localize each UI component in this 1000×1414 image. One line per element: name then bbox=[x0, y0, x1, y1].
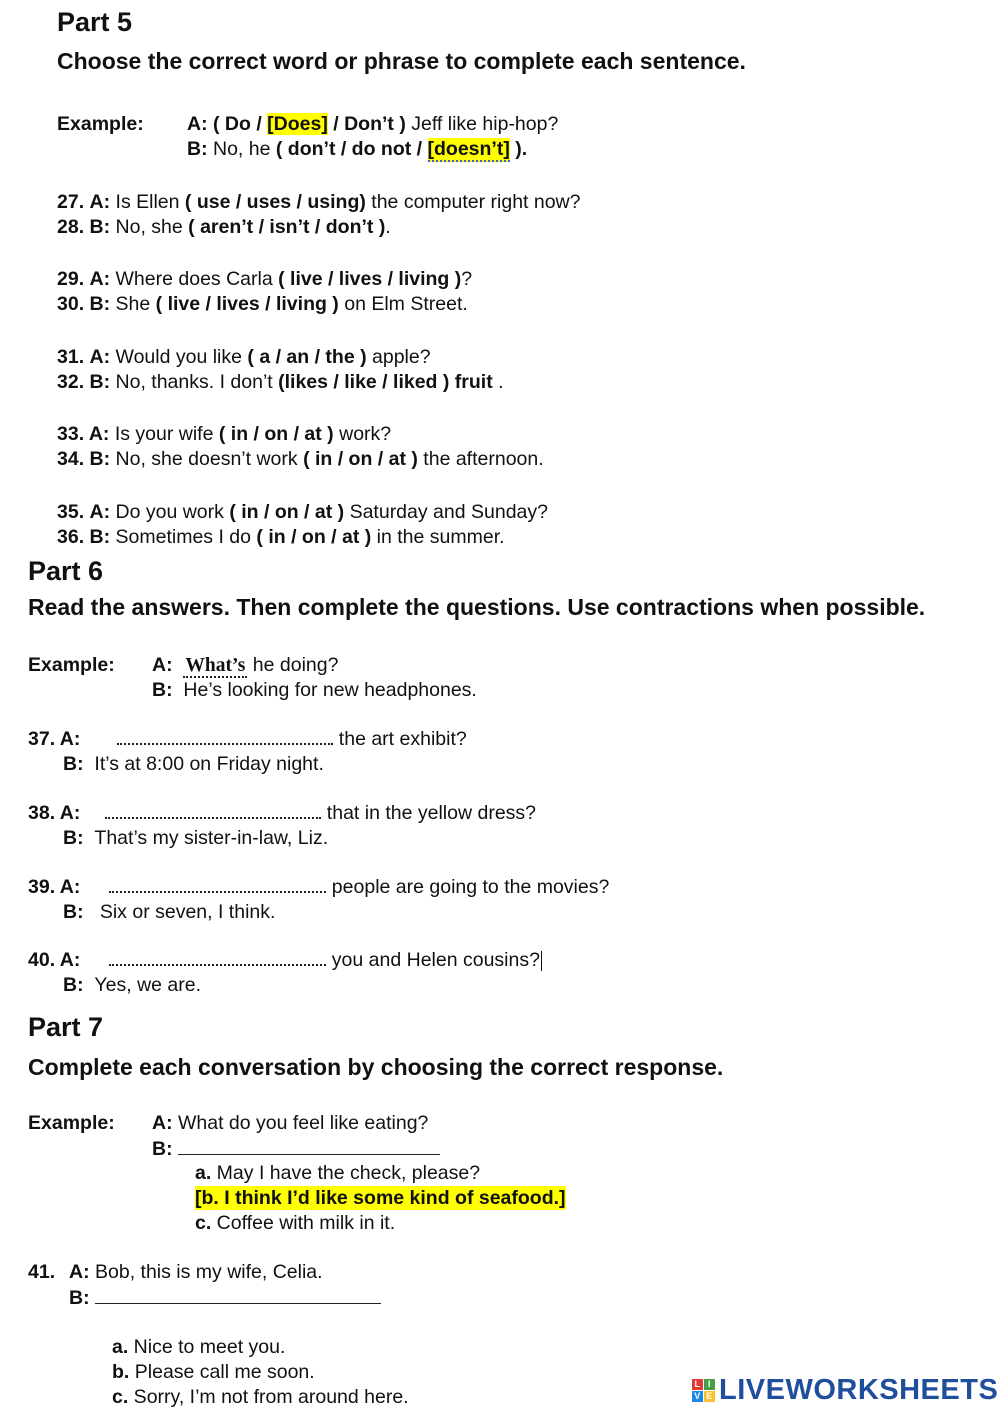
part7-example-option-b: [b. I think I’d like some kind of seafood.] bbox=[195, 1187, 566, 1209]
answer-options[interactable]: ( aren’t / isn’t / don’t ) bbox=[188, 216, 386, 238]
part7-example-a: A: What do you feel like eating? bbox=[152, 1112, 429, 1134]
liveworksheets-logo-icon: L I V E bbox=[692, 1379, 715, 1402]
part5-instruction: Choose the correct word or phrase to complete each sentence. bbox=[57, 48, 746, 74]
answer-blank[interactable] bbox=[109, 948, 326, 966]
part6-example-a: A: What’s he doing? bbox=[152, 654, 339, 676]
part5-title: Part 5 bbox=[57, 7, 133, 37]
part5-item-36: 36. B: Sometimes I do ( in / on / at ) in the summer. bbox=[57, 526, 505, 548]
part6-item-38-b: B: That’s my sister-in-law, Liz. bbox=[63, 827, 329, 849]
example-answer-highlight: [doesn’t] bbox=[427, 138, 510, 160]
part6-instruction: Read the answers. Then complete the questions. Use contractions when possible. bbox=[28, 594, 926, 620]
liveworksheets-brand: LIVEWORKSHEETS bbox=[719, 1374, 999, 1406]
example-filled-answer: What’s bbox=[185, 655, 246, 676]
answer-options[interactable]: ( in / on / at ) bbox=[218, 423, 334, 445]
answer-options[interactable]: (likes / like / liked ) fruit bbox=[278, 371, 493, 393]
text-cursor bbox=[541, 951, 542, 971]
part5-item-33: 33. A: Is your wife ( in / on / at ) work? bbox=[57, 423, 392, 445]
item-41-option-b[interactable]: b. Please call me soon. bbox=[112, 1361, 315, 1383]
part5-example-a: A: ( Do / [Does] / Don’t ) Jeff like hip-hop? bbox=[187, 113, 559, 135]
answer-blank[interactable] bbox=[109, 875, 326, 893]
item-41-option-c[interactable]: c. Sorry, I’m not from around here. bbox=[112, 1386, 409, 1408]
answer-options[interactable]: ( live / lives / living ) bbox=[155, 293, 339, 315]
part5-item-30: 30. B: She ( live / lives / living ) on Elm Street. bbox=[57, 293, 468, 315]
part5-item-28: 28. B: No, she ( aren’t / isn’t / don’t ). bbox=[57, 216, 391, 238]
part6-example-label: Example: bbox=[28, 654, 115, 676]
part7-instruction: Complete each conversation by choosing the correct response. bbox=[28, 1054, 724, 1080]
part6-item-38-a: 38. A: that in the yellow dress? bbox=[28, 802, 537, 824]
part7-example-option-a: a. May I have the check, please? bbox=[195, 1162, 481, 1184]
part5-item-29: 29. A: Where does Carla ( live / lives / living )? bbox=[57, 268, 473, 290]
part7-example-option-c: c. Coffee with milk in it. bbox=[195, 1212, 396, 1234]
part5-item-34: 34. B: No, she doesn’t work ( in / on / at ) the afternoon. bbox=[57, 448, 544, 470]
part6-item-39-b: B: Six or seven, I think. bbox=[63, 901, 276, 923]
item-41-a: A: Bob, this is my wife, Celia. bbox=[69, 1261, 323, 1283]
example-answer-highlight: [Does] bbox=[267, 113, 328, 135]
answer-options[interactable]: ( a / an / the ) bbox=[247, 346, 367, 368]
part5-item-27: 27. A: Is Ellen ( use / uses / using) the computer right now? bbox=[57, 191, 581, 213]
part6-example-b: B: He’s looking for new headphones. bbox=[152, 679, 477, 701]
answer-blank[interactable] bbox=[117, 727, 333, 745]
part5-item-35: 35. A: Do you work ( in / on / at ) Saturday and Sunday? bbox=[57, 501, 548, 523]
item-41-answer-line[interactable] bbox=[95, 1285, 381, 1304]
answer-options[interactable]: ( in / on / at ) bbox=[229, 501, 345, 523]
part6-item-39-a: 39. A: people are going to the movies? bbox=[28, 876, 610, 898]
part6-title: Part 6 bbox=[28, 556, 104, 586]
part6-item-40-b: B: Yes, we are. bbox=[63, 974, 202, 996]
part7-title: Part 7 bbox=[28, 1012, 104, 1042]
part7-example-b: B: bbox=[152, 1136, 440, 1161]
item-41-number: 41. bbox=[28, 1261, 56, 1283]
answer-options[interactable]: ( in / on / at ) bbox=[303, 448, 418, 470]
answer-options[interactable]: ( in / on / at ) bbox=[256, 526, 372, 548]
part5-example-label: Example: bbox=[57, 113, 144, 135]
part6-item-37-a: 37. A: the art exhibit? bbox=[28, 728, 467, 750]
answer-options[interactable]: ( live / lives / living ) bbox=[278, 268, 462, 290]
item-41-option-a[interactable]: a. Nice to meet you. bbox=[112, 1336, 286, 1358]
part5-item-32: 32. B: No, thanks. I don’t (likes / like / liked ) fruit . bbox=[57, 371, 504, 393]
example-answer-line bbox=[178, 1136, 440, 1155]
part6-item-40-a: 40. A: you and Helen cousins? bbox=[28, 949, 540, 971]
part7-example-label: Example: bbox=[28, 1112, 115, 1134]
part5-item-31: 31. A: Would you like ( a / an / the ) apple? bbox=[57, 346, 431, 368]
part6-item-37-b: B: It’s at 8:00 on Friday night. bbox=[63, 753, 324, 775]
item-41-b: B: bbox=[69, 1285, 381, 1310]
part5-example-b: B: No, he ( don’t / do not / [doesn’t] ). bbox=[187, 138, 528, 160]
answer-options[interactable]: ( use / uses / using) bbox=[184, 191, 366, 213]
liveworksheets-logo bbox=[692, 1374, 998, 1407]
answer-blank[interactable] bbox=[105, 801, 321, 819]
